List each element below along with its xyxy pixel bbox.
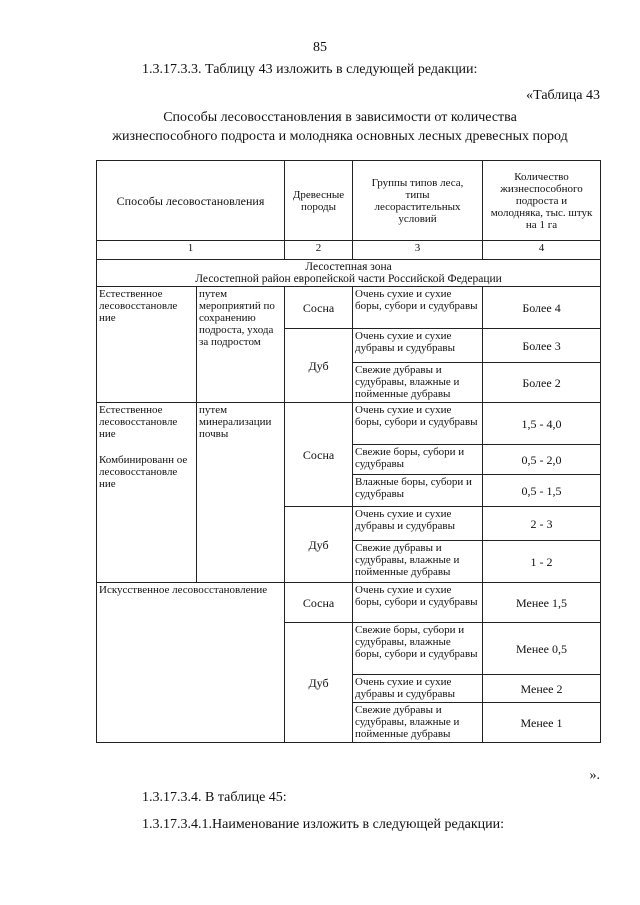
table-row — [97, 403, 601, 445]
closing-quote: ». — [589, 768, 600, 783]
method-cell: Искусственное лесовосстановление — [97, 583, 285, 743]
forest-type-cell: Очень сухие и сухие дубравы и судубравы — [353, 507, 483, 541]
reforestation-table — [96, 160, 601, 743]
table-title-line-2: жизнеспособного подроста и молодняка основных лесных древесных пород — [112, 129, 568, 144]
column-numbers-row — [97, 241, 601, 260]
table-title — [80, 108, 600, 146]
quantity-cell: Более 4 — [483, 287, 601, 329]
approach-cell: путем мероприятий по сохранению подроста, ухода за подростом — [197, 287, 285, 403]
table-row — [97, 287, 601, 329]
column-number-2: 2 — [285, 241, 353, 260]
header-forest-types: Группы типов леса, типы лесорастительных условий — [353, 161, 483, 241]
quantity-cell: 0,5 - 2,0 — [483, 445, 601, 475]
zone-name: Лесостепная зона — [305, 261, 392, 273]
forest-type-cell: Очень сухие и сухие боры, субори и судубравы — [353, 287, 483, 329]
quantity-cell: 0,5 - 1,5 — [483, 475, 601, 507]
paragraph-table-45: 1.3.17.3.4. В таблице 45: — [142, 790, 287, 805]
species-cell: Сосна — [285, 403, 353, 507]
paragraph-naming: 1.3.17.3.4.1.Наименование изложить в следующей редакции: — [142, 817, 504, 832]
quantity-cell: Более 3 — [483, 329, 601, 363]
forest-type-cell: Очень сухие и сухие дубравы и судубравы — [353, 329, 483, 363]
forest-type-cell: Свежие дубравы и судубравы, влажные и пойменные дубравы — [353, 703, 483, 743]
table-label: «Таблица 43 — [526, 88, 600, 103]
table-title-line-1: Способы лесовосстановления в зависимости от количества — [163, 110, 517, 125]
quantity-cell: Менее 0,5 — [483, 623, 601, 675]
column-number-3: 3 — [353, 241, 483, 260]
header-row — [97, 161, 601, 241]
forest-type-cell: Свежие дубравы и судубравы, влажные и пойменные дубравы — [353, 363, 483, 403]
method-cell — [97, 403, 197, 583]
quantity-cell: Менее 1 — [483, 703, 601, 743]
method-cell: Естественное лесовосстановле ние — [97, 287, 197, 403]
column-number-1: 1 — [97, 241, 285, 260]
zone-row — [97, 260, 601, 287]
zone-heading — [97, 260, 601, 287]
forest-type-cell: Свежие боры, субори и судубравы, влажные боры, субори и судубравы — [353, 623, 483, 675]
page-number: 85 — [313, 40, 327, 55]
quantity-cell: Более 2 — [483, 363, 601, 403]
quantity-cell: Менее 2 — [483, 675, 601, 703]
quantity-cell: 1,5 - 4,0 — [483, 403, 601, 445]
quantity-cell: Менее 1,5 — [483, 583, 601, 623]
forest-type-cell: Свежие дубравы и судубравы, влажные и пойменные дубравы — [353, 541, 483, 583]
quantity-cell: 1 - 2 — [483, 541, 601, 583]
header-species: Древесные породы — [285, 161, 353, 241]
approach-cell: путем минерализации почвы — [197, 403, 285, 583]
method-natural: Естественное лесовосстановле ние — [99, 404, 178, 440]
forest-type-cell: Очень сухие и сухие дубравы и судубравы — [353, 675, 483, 703]
header-methods: Способы лесовостановления — [97, 161, 285, 241]
species-cell: Сосна — [285, 583, 353, 623]
species-cell: Дуб — [285, 507, 353, 583]
quantity-cell: 2 - 3 — [483, 507, 601, 541]
species-cell: Дуб — [285, 623, 353, 743]
forest-type-cell: Свежие боры, субори и судубравы — [353, 445, 483, 475]
species-cell: Дуб — [285, 329, 353, 403]
species-cell: Сосна — [285, 287, 353, 329]
zone-region: Лесостепной район европейской части Российской Федерации — [195, 273, 502, 285]
table-row — [97, 583, 601, 623]
method-combined: Комбинированн ое лесовосстановле ние — [99, 454, 188, 490]
intro-paragraph: 1.3.17.3.3. Таблицу 43 изложить в следующей редакции: — [142, 62, 478, 77]
forest-type-cell: Влажные боры, субори и судубравы — [353, 475, 483, 507]
column-number-4: 4 — [483, 241, 601, 260]
forest-type-cell: Очень сухие и сухие боры, субори и судубравы — [353, 583, 483, 623]
forest-type-cell: Очень сухие и сухие боры, субори и судубравы — [353, 403, 483, 445]
header-quantity: Количество жизнеспособного подроста и молодняка, тыс. штук на 1 га — [483, 161, 601, 241]
